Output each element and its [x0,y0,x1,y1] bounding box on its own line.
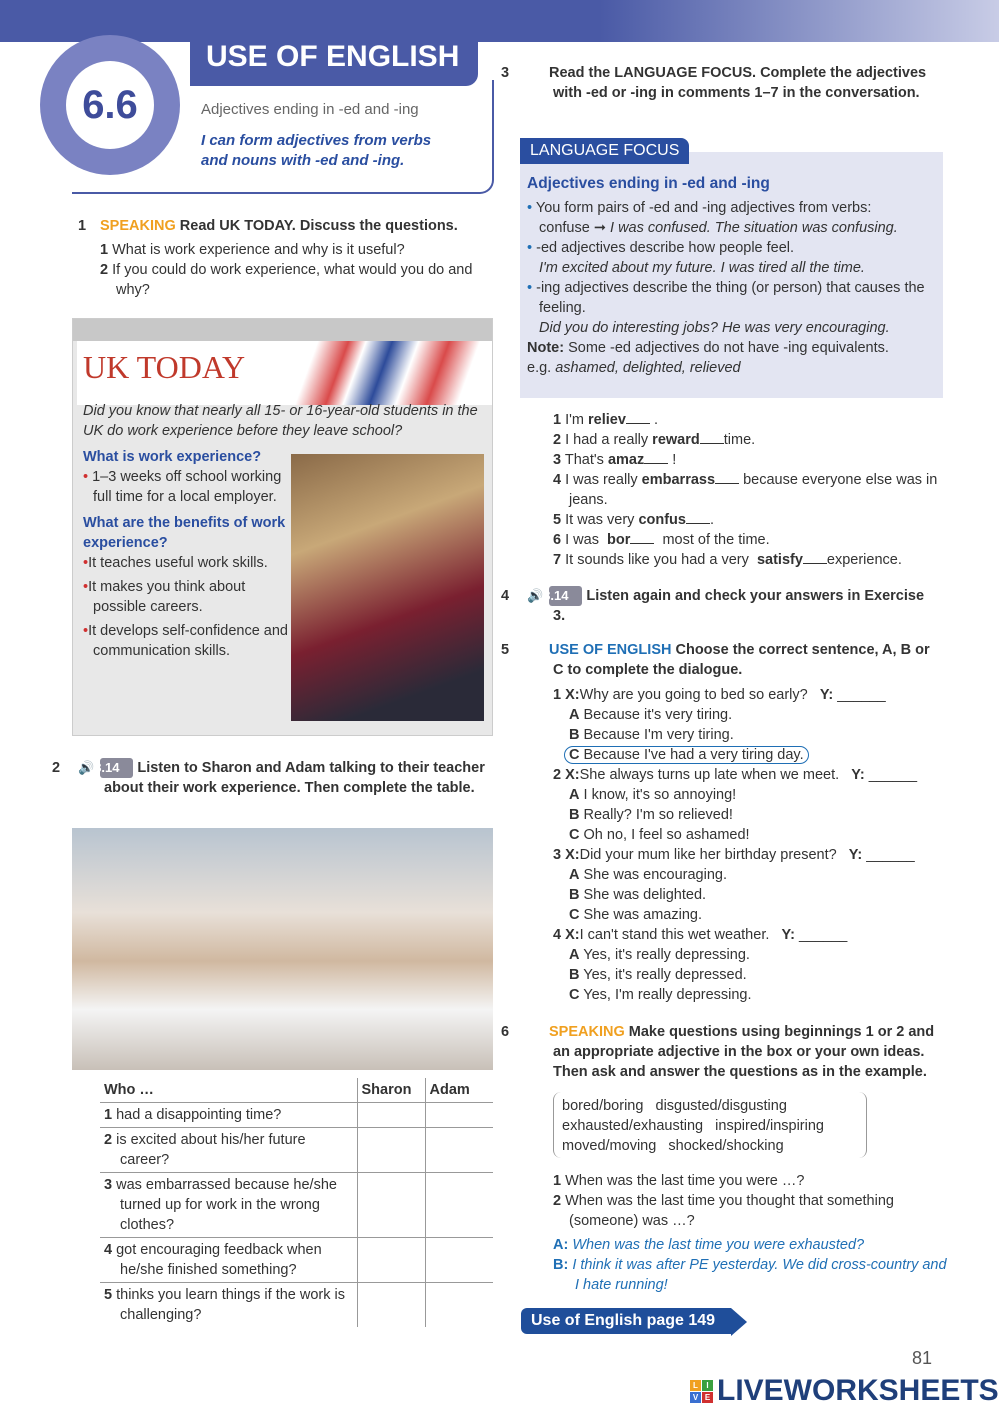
adam-cell[interactable] [425,1238,493,1283]
exercise-3-instruction: 3 Read the LANGUAGE FOCUS. Complete the adjectives with -ed or -ing in comments 1–7 in the conversation. [501,65,927,101]
dialogue-question: 2 X:She always turns up late when we meet. Y: ______ [553,767,918,783]
sharon-cell[interactable] [357,1103,425,1128]
word-box: bored/boring disgusted/disgusting exhausted/exhausting inspired/inspiring moved/moving shocked/shocking [553,1092,867,1158]
box-header [73,319,492,341]
answer-blank[interactable] [626,410,650,424]
list-item: 7 It sounds like you had a very satisfy experience. [553,552,902,568]
audio-button[interactable]: 🔊3.14 [549,586,582,606]
column-header: Who … [100,1078,357,1103]
page-title: USE OF ENGLISH [190,38,478,86]
selected-answer: C Because I've had a very tiring day. [564,746,809,764]
item-number: 2 [100,262,109,278]
answer-option[interactable]: B Yes, it's really depressed. [569,967,747,983]
table-row: 4 got encouraging feedback when he/she finished something? [100,1238,493,1283]
column-header: Adam [425,1078,493,1103]
answer-blank[interactable] [700,430,724,444]
arrow-icon [731,1308,747,1336]
dialogue-question: 1 X:Why are you going to bed so early? Y: ______ [553,687,886,703]
list-item: 6 I was bor most of the time. [553,532,770,548]
list-item: 2 I had a really reward time. [553,432,756,448]
list-item: 1 I'm reliev . [553,412,658,428]
liveworksheets-logo: L I V E LIVEWORKSHEETS [690,1374,999,1408]
lf-heading: Adjectives ending in -ed and -ing [527,175,770,192]
header-bar [0,0,999,42]
answer-option[interactable] [553,745,937,765]
dialogue-question: 4 X:I can't stand this wet weather. Y: ______ [553,927,848,943]
heading: What are the benefits of work experience? [83,515,286,551]
answer-option[interactable]: B She was delighted. [569,887,707,903]
bullet: It makes you think about possible careers. [88,579,246,615]
answer-blank[interactable]: ______ [868,767,918,783]
page-number: 81 [912,1348,933,1368]
answer-option[interactable]: C Oh no, I feel so ashamed! [569,827,750,843]
classroom-photo [72,828,493,1070]
answer-option[interactable]: A She was encouraging. [569,867,728,883]
answer-option[interactable]: B Really? I'm so relieved! [569,807,733,823]
exercise-2-table [100,1078,493,1327]
sharon-cell[interactable] [357,1128,425,1173]
table-row: 1 had a disappointing time? [100,1103,493,1128]
language-focus-tab: LANGUAGE FOCUS [520,138,689,164]
adam-cell[interactable] [425,1283,493,1328]
row-text: had a disappointing time? [116,1107,282,1123]
intro: Did you know that nearly all 15- or 16-year-old students in the UK do work experience before they leave school? [83,403,478,439]
list-item: 4 I was really embarrass because everyone else was in jeans. [553,472,938,508]
row-text: thinks you learn things if the work is challenging? [116,1287,345,1323]
question: If you could do work experience, what would you do and why? [112,262,473,298]
table-row: 2 is excited about his/her future career? [100,1128,493,1173]
bullet: 1–3 weeks off school working full time for a local employer. [92,469,282,505]
exercise-number: 2 [52,760,61,776]
answer-blank[interactable] [630,530,654,544]
column-header: Sharon [357,1078,425,1103]
answer-option[interactable]: A I know, it's so annoying! [569,787,737,803]
adam-cell[interactable] [425,1103,493,1128]
exercise-1 [78,216,493,300]
bullet: It teaches useful work skills. [88,555,268,571]
answer-option[interactable]: A Because it's very tiring. [569,707,733,723]
heading: What is work experience? [83,449,262,465]
exercise-5: 5 USE OF ENGLISH Choose the correct sentence, A, B or C to complete the dialogue. 1 X:Why are you going to bed so early? Y: ______ A Because it's very tiring. B Because I'm very tiring. C Because I've had a very tiring day. 2 X:She always turns up late when we meet. Y: ______ A I know, it's so annoying! B Really? I'm so relieved! C Oh no, I feel so ashamed! 3 X:Did your mum like her birthday present? Y: ______ A She was encouraging. B She was delighted. C She was amazing. 4 X:I can't stand this wet weather. Y: ______ A Yes, it's really depressing. B Yes, it's really depressed. C Yes, I'm really depressing. [527,640,937,1005]
exercise-number: 1 [78,218,87,234]
reference-link[interactable]: Use of English page 149 [521,1308,731,1334]
answer-option[interactable]: B Because I'm very tiring. [569,727,734,743]
sharon-cell[interactable] [357,1283,425,1328]
row-text: is excited about his/her future career? [116,1132,306,1168]
subtitle: Adjectives ending in -ed and -ing [201,101,419,118]
answer-option[interactable]: C Yes, I'm really depressing. [569,987,752,1003]
list-item: 5 It was very confus . [553,512,714,528]
table-row: 3 was embarrassed because he/she turned up for work in the wrong clothes? [100,1173,493,1238]
question: What is work experience and why is it useful? [112,242,405,258]
row-text: got encouraging feedback when he/she finished something? [116,1242,322,1278]
speaking-tag: SPEAKING [100,218,176,234]
answer-blank[interactable] [803,550,827,564]
exercise-6-instruction: 6 SPEAKING Make questions using beginnings 1 or 2 and an appropriate adjective in the box or your own ideas. Then ask and answer the questions as in the example. [501,1024,935,1080]
exercise-6-items: 1 When was the last time you were …? 2 When was the last time you thought that something (someone) was …? A: When was the last time you were exhausted? B: I think it was after PE yesterday. We did cross-country and I hate running! [553,1173,947,1293]
can-do-statement: I can form adjectives from verbs and nouns with -ed and -ing. [201,132,432,169]
exercise-3-items [553,410,943,570]
sharon-cell[interactable] [357,1238,425,1283]
adam-cell[interactable] [425,1173,493,1238]
answer-blank[interactable] [644,450,668,464]
answer-blank[interactable] [686,510,710,524]
adam-cell[interactable] [425,1128,493,1173]
answer-blank[interactable]: ______ [837,687,886,703]
exercise-2 [52,758,493,798]
uk-today-box: UK TODAY Did you know that nearly all 15- or 16-year-old students in the UK do work experience before they leave school? What is work experience? • 1–3 weeks off school working full time for a local employer. What are the benefits of work experience? •It teaches useful work skills. •It makes you think about possible careers. •It develops self-confidence and communication skills. [72,318,493,736]
instruction: Read UK TODAY. Discuss the questions. [179,218,458,234]
student-photo [291,454,484,721]
audio-button[interactable]: 🔊3.14 [100,758,133,778]
sharon-cell[interactable] [357,1173,425,1238]
item-number: 1 [100,242,109,258]
answer-option[interactable]: A Yes, it's really depressing. [569,947,750,963]
list-item: 3 That's amaz ! [553,452,677,468]
instruction: Listen to Sharon and Adam talking to their teacher about their work experience. Then complete the table. [104,760,485,796]
uk-today-title: UK TODAY [83,349,246,385]
language-focus-content: Adjectives ending in -ed and -ing • You form pairs of -ed and -ing adjectives from verbs: confuse ➞ I was confused. The situation was confusing. • -ed adjectives describe how people feel. I'm excited about my future. I was tired all the time. • -ing adjectives describe the thing (or person) that causes the feeling. Did you do interesting jobs? He was very encouraging. Note: Some -ed adjectives do not have -ing equivalents. e.g. ashamed, delighted, relieved [527,174,937,378]
unit-badge [40,35,180,175]
row-text: was embarrassed because he/she turned up for work in the wrong clothes? [116,1177,337,1233]
answer-blank[interactable]: ______ [866,847,915,863]
exercise-4: 4 🔊3.14 Listen again and check your answers in Exercise 3. [501,588,925,624]
answer-blank[interactable]: ______ [798,927,848,943]
unit-number: 6.6 [66,61,154,149]
answer-option[interactable]: C She was amazing. [569,907,702,923]
logo-icon: L I V E [690,1380,713,1403]
dialogue-question: 3 X:Did your mum like her birthday present? Y: ______ [553,847,915,863]
answer-blank[interactable] [715,470,739,484]
table-row: 5 thinks you learn things if the work is challenging? [100,1283,493,1328]
bullet: It develops self-confidence and communication skills. [88,623,288,659]
